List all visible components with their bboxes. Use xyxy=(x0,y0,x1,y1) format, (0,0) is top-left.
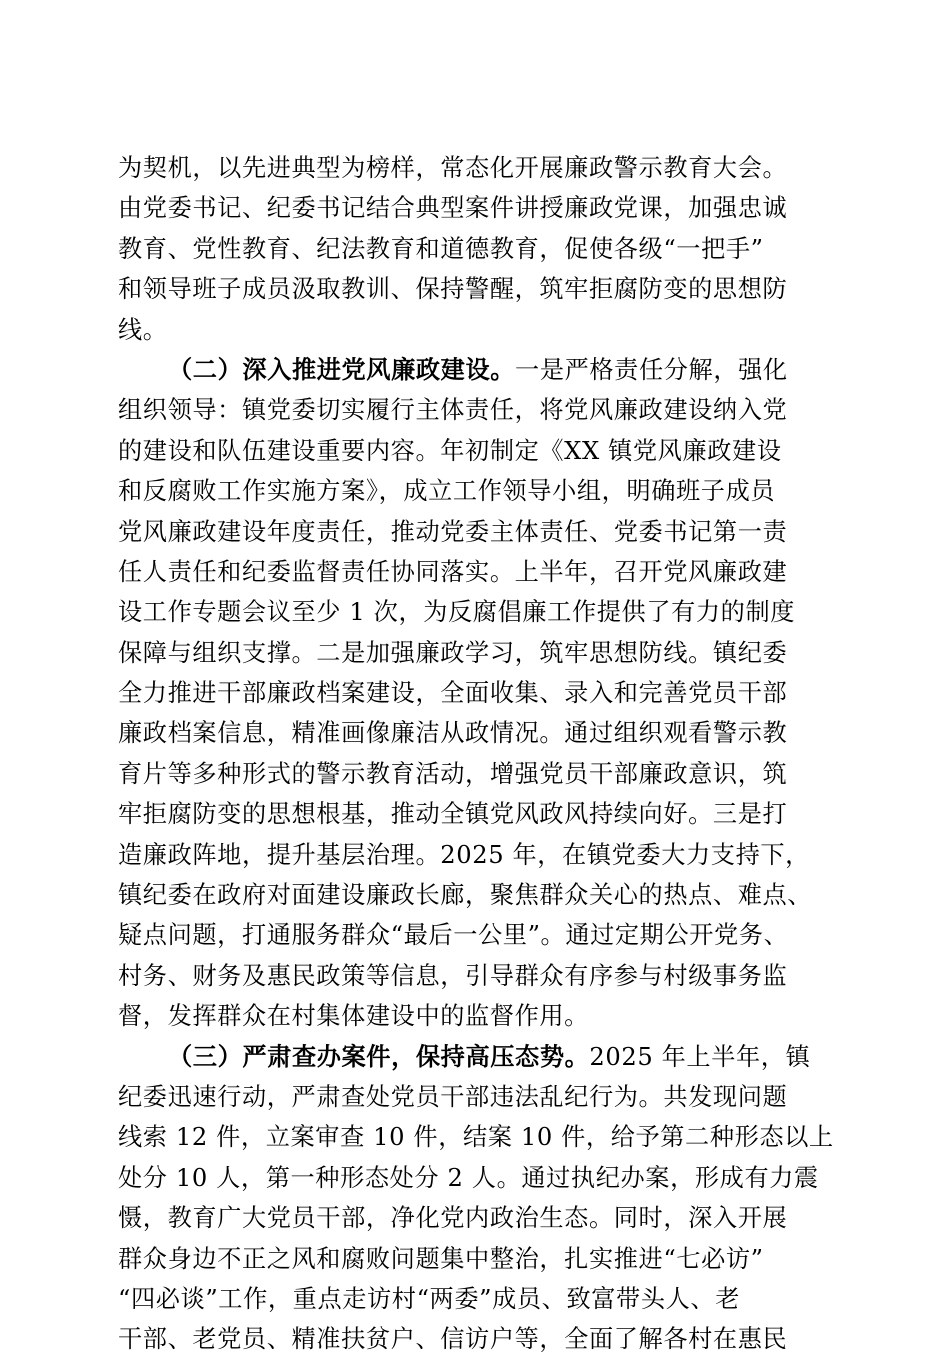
text-line: 由党委书记、纪委书记结合典型案件讲授廉政党课，加强忠诚 xyxy=(118,194,788,223)
body-text xyxy=(118,148,834,1360)
text-line: 线索 12 件，立案审查 10 件，结案 10 件，给予第二种形态以上 xyxy=(118,1123,834,1152)
text-line: 设工作专题会议至少 1 次，为反腐倡廉工作提供了有力的制度 xyxy=(118,598,796,627)
text-line: 村务、财务及惠民政策等信息，引导群众有序参与村级事务监 xyxy=(118,961,788,990)
section-2-heading: （二）深入推进党风廉政建设。 xyxy=(168,354,516,384)
text-line: 群众身边不正之风和腐败问题集中整治，扎实推进“七必访” xyxy=(118,1244,764,1273)
text-line: 干部、老党员、精准扶贫户、信访户等，全面了解各村在惠民 xyxy=(118,1325,788,1354)
text-line: 廉政档案信息，精准画像廉洁从政情况。通过组织观看警示教 xyxy=(118,719,788,748)
text-line: 督，发挥群众在村集体建设中的监督作用。 xyxy=(118,1002,589,1031)
text-line: 的建设和队伍建设重要内容。年初制定《XX 镇党风廉政建设 xyxy=(118,436,782,465)
text-line: 和反腐败工作实施方案》，成立工作领导小组，明确班子成员 xyxy=(118,477,776,506)
text-line: 处分 10 人，第一种形态处分 2 人。通过执纪办案，形成有力震 xyxy=(118,1163,819,1192)
text-line: 育片等多种形式的警示教育活动，增强党员干部廉政意识，筑 xyxy=(118,759,788,788)
text-line: 镇纪委在政府对面建设廉政长廊，聚焦群众关心的热点、难点、 xyxy=(118,881,813,910)
section-2-first-line xyxy=(118,350,824,390)
text-line: 慑，教育广大党员干部，净化党内政治生态。同时，深入开展 xyxy=(118,1204,788,1233)
text-line: 为契机，以先进典型为榜样，常态化开展廉政警示教育大会。 xyxy=(118,154,788,182)
text-line: 党风廉政建设年度责任，推动党委主体责任、党委书记第一责 xyxy=(118,517,788,546)
section-2-lead-text: 一是严格责任分解，强化 xyxy=(515,355,788,384)
text-line: 保障与组织支撑。二是加强廉政学习，筑牢思想防线。镇纪委 xyxy=(118,638,788,667)
text-line: 教育、党性教育、纪法教育和道德教育，促使各级“一把手” xyxy=(118,234,764,263)
text-line: 和领导班子成员汲取教训、保持警醒，筑牢拒腐防变的思想防 xyxy=(118,275,788,304)
text-line: “四必谈”工作，重点走访村“两委”成员、致富带头人、老 xyxy=(118,1284,740,1313)
text-line: 疑点问题，打通服务群众“最后一公里”。通过定期公开党务、 xyxy=(118,921,789,950)
text-line: 牢拒腐防变的思想根基，推动全镇党风政风持续向好。三是打 xyxy=(118,800,788,829)
text-line: 任人责任和纪委监督责任协同落实。上半年，召开党风廉政建 xyxy=(118,557,788,586)
section-3-first-line xyxy=(118,1037,824,1077)
text-line: 造廉政阵地，提升基层治理。2025 年，在镇党委大力支持下， xyxy=(118,840,810,869)
text-line: 纪委迅速行动，严肃查处党员干部违法乱纪行为。共发现问题 xyxy=(118,1082,788,1111)
text-line: 组织领导：镇党委切实履行主体责任，将党风廉政建设纳入党 xyxy=(118,396,788,425)
section-3-lead-text: 2025 年上半年，镇 xyxy=(589,1042,811,1071)
text-line: 全力推进干部廉政档案建设，全面收集、录入和完善党员干部 xyxy=(118,679,788,708)
text-line: 线。 xyxy=(118,315,168,344)
section-3-heading: （三）严肃查办案件，保持高压态势。 xyxy=(168,1041,590,1071)
